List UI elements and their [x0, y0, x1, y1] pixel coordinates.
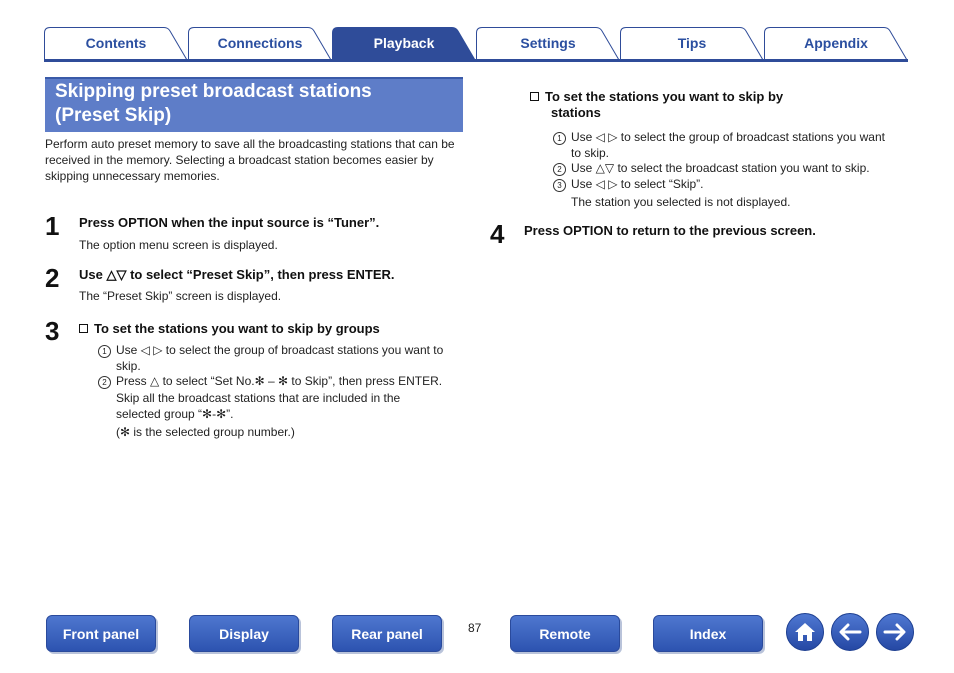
intro-paragraph: Perform auto preset memory to save all the broadcasting stations that can be received in the memory. Selecting a broadcast station becomes easier by skipping unnecessary memories. — [45, 137, 455, 183]
tab-contents[interactable] — [44, 27, 188, 59]
checkbox-square-icon — [79, 324, 88, 333]
substep-text-cont: The station you selected is not displayed. — [571, 195, 791, 209]
back-button[interactable] — [831, 613, 869, 651]
substep-text-cont: selected group “✻-✻”. — [116, 407, 234, 421]
tab-label: Connections — [217, 35, 303, 51]
forward-arrow-icon — [883, 623, 907, 641]
substep-text: Use △▽ to select the broadcast station you want to skip. — [571, 161, 870, 175]
tab-connections[interactable] — [188, 27, 332, 59]
step-heading-4: Press OPTION to return to the previous screen. — [524, 223, 816, 238]
forward-button[interactable] — [876, 613, 914, 651]
tab-label: Settings — [520, 35, 576, 51]
tab-underline — [44, 59, 908, 62]
tab-appendix[interactable] — [764, 27, 908, 59]
display-button[interactable]: Display — [189, 615, 299, 652]
top-tab-bar — [44, 27, 908, 62]
title-line-1: Skipping preset broadcast stations — [55, 81, 372, 102]
substep-text-cont: (✻ is the selected group number.) — [116, 425, 295, 439]
step-heading-1: Press OPTION when the input source is “Tuner”. — [79, 215, 380, 230]
right-heading-line-2: stations — [551, 105, 601, 120]
tab-label: Contents — [85, 35, 147, 51]
home-button[interactable] — [786, 613, 824, 651]
back-arrow-icon — [838, 623, 862, 641]
circled-number-icon: 2 — [98, 376, 111, 389]
circled-number-icon: 2 — [553, 163, 566, 176]
substep-text-cont: Skip all the broadcast stations that are included in the — [116, 391, 401, 405]
substep-3-2 — [98, 373, 468, 440]
step-heading-3 — [79, 321, 380, 337]
front-panel-button[interactable]: Front panel — [46, 615, 156, 652]
step-heading-3-text: To set the stations you want to skip by groups — [94, 321, 380, 336]
remote-button[interactable]: Remote — [510, 615, 620, 652]
substep-3-1 — [98, 342, 468, 374]
tab-tips[interactable] — [620, 27, 764, 59]
substep-text: Press △ to select “Set No.✻ – ✻ to Skip”, then press ENTER. — [116, 374, 443, 388]
title-line-2: (Preset Skip) — [55, 105, 172, 126]
step-number-2: 2 — [45, 263, 60, 293]
page-number: 87 — [468, 621, 482, 635]
circled-number-icon: 1 — [98, 345, 111, 358]
index-button[interactable]: Index — [653, 615, 763, 652]
step-number-1: 1 — [45, 211, 60, 241]
tab-settings[interactable] — [476, 27, 620, 59]
right-section-heading — [530, 89, 870, 121]
right-substep-1 — [553, 129, 913, 161]
tab-label: Appendix — [804, 35, 868, 51]
checkbox-square-icon — [530, 92, 539, 101]
substep-text: Use ◁ ▷ to select the group of broadcast stations you want to — [116, 343, 444, 357]
right-substep-2 — [553, 160, 913, 176]
step-number-3: 3 — [45, 316, 60, 346]
home-icon — [794, 622, 816, 642]
tab-label: Playback — [373, 35, 435, 51]
substep-text: Use ◁ ▷ to select the group of broadcast stations you want — [571, 130, 885, 144]
substep-text: Use ◁ ▷ to select “Skip”. — [571, 177, 704, 191]
substep-text-cont: skip. — [116, 359, 141, 373]
step-heading-2: Use △▽ to select “Preset Skip”, then press ENTER. — [79, 267, 395, 282]
rear-panel-button[interactable]: Rear panel — [332, 615, 442, 652]
right-heading-line-1: To set the stations you want to skip by — [545, 89, 784, 104]
tab-playback[interactable] — [332, 27, 476, 59]
right-substep-3 — [553, 176, 913, 210]
page-title — [45, 77, 463, 132]
substep-text-cont: to skip. — [571, 146, 610, 160]
step-note-1: The option menu screen is displayed. — [79, 238, 278, 252]
circled-number-icon: 1 — [553, 132, 566, 145]
tab-label: Tips — [677, 35, 707, 51]
circled-number-icon: 3 — [553, 179, 566, 192]
step-note-2: The “Preset Skip” screen is displayed. — [79, 289, 282, 303]
step-number-4: 4 — [490, 219, 505, 249]
